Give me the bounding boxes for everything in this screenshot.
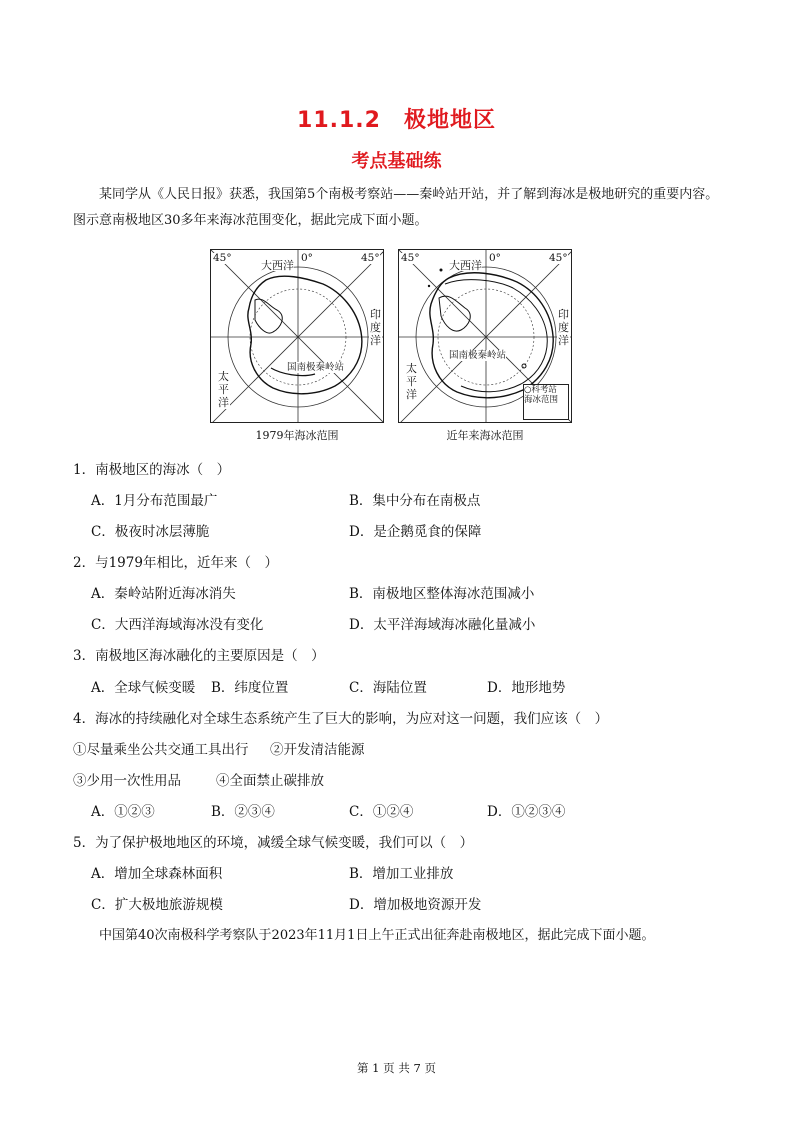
option[interactable]: A．秦岭站附近海冰消失 [91,586,236,602]
label-station: 国南极秦岭站 [449,350,507,361]
question-stem: 1．南极地区的海冰（ ） [73,462,231,478]
section-subtitle: 考点基础练 [351,151,442,172]
question-stem: 2．与1979年相比，近年来（ ） [73,555,278,571]
option[interactable]: B．纬度位置 [211,680,289,696]
statement-item: ②开发清洁能源 [270,742,365,758]
legend-station: ○科考站 [524,385,557,395]
map-recent [398,249,572,423]
option[interactable]: A．增加全球森林面积 [91,866,223,882]
option[interactable]: D．①②③④ [487,804,566,820]
caption-1979: 1979年海冰范围 [255,429,339,442]
label-pacific: 太平洋 [406,362,417,401]
option[interactable]: C．海陆位置 [349,680,427,696]
option[interactable]: B．集中分布在南极点 [349,493,481,509]
lon-label: 0° [301,252,313,264]
option[interactable]: B．②③④ [211,804,275,820]
option[interactable]: B．南极地区整体海冰范围减小 [349,586,535,602]
statement-item: ④全面禁止碳排放 [216,773,324,789]
label-indian: 印度洋 [370,308,381,347]
page-footer: 第 1 页 共 7 页 [357,1061,436,1075]
map-1979 [210,249,384,423]
lon-label: 45° [549,252,568,264]
label-station: 国南极秦岭站 [287,362,345,373]
option[interactable]: A．①②③ [91,804,155,820]
option[interactable]: C．极夜时冰层薄脆 [91,524,210,540]
option[interactable]: C．扩大极地旅游规模 [91,897,223,913]
page-title: 11.1.2 极地地区 [297,108,496,133]
map-legend [523,384,569,420]
lon-label: 0° [489,252,501,264]
lon-label: 45° [213,252,232,264]
option[interactable]: A．全球气候变暖 [91,680,196,696]
option[interactable]: B．增加工业排放 [349,866,454,882]
statement-item: ③少用一次性用品 [73,773,181,789]
question-stem: 3．南极地区海冰融化的主要原因是（ ） [73,648,325,664]
legend-ice: 海冰范围 [524,395,559,405]
option[interactable]: C．大西洋海域海冰没有变化 [91,617,264,633]
caption-recent: 近年来海冰范围 [446,429,524,442]
label-atlantic: 大西洋 [449,259,482,272]
intro-paragraph: 某同学从《人民日报》获悉，我国第5个南极考察站——秦岭站开站，并了解到海冰是极地研究的重要内容。图示意南极地区30多年来海冰范围变化，据此完成下面小题。 [73,187,719,228]
map-1979-graphic [211,250,384,423]
question-stem: 5．为了保护极地地区的环境，减缓全球气候变暖，我们可以（ ） [73,835,474,851]
outro-paragraph: 中国第40次南极科学考察队于2023年11月1日上午正式出征奔赴南极地区，据此完成下面小题。 [99,928,655,943]
label-atlantic: 大西洋 [261,259,294,272]
label-pacific: 太平洋 [218,370,229,409]
option[interactable]: D．地形地势 [487,680,566,696]
option[interactable]: D．增加极地资源开发 [349,897,482,913]
option[interactable]: A．1月分布范围最广 [91,493,218,509]
option[interactable]: C．①②④ [349,804,414,820]
lon-label: 45° [361,252,380,264]
option[interactable]: D．是企鹅觅食的保障 [349,524,482,540]
option[interactable]: D．太平洋海域海冰融化量减小 [349,617,536,633]
question-stem: 4．海冰的持续融化对全球生态系统产生了巨大的影响，为应对这一问题，我们应该（ ） [73,711,609,727]
sea-ice-figure [210,249,574,445]
statement-item: ①尽量乘坐公共交通工具出行 [73,742,249,758]
lon-label: 45° [401,252,420,264]
label-indian: 印度洋 [558,308,569,347]
